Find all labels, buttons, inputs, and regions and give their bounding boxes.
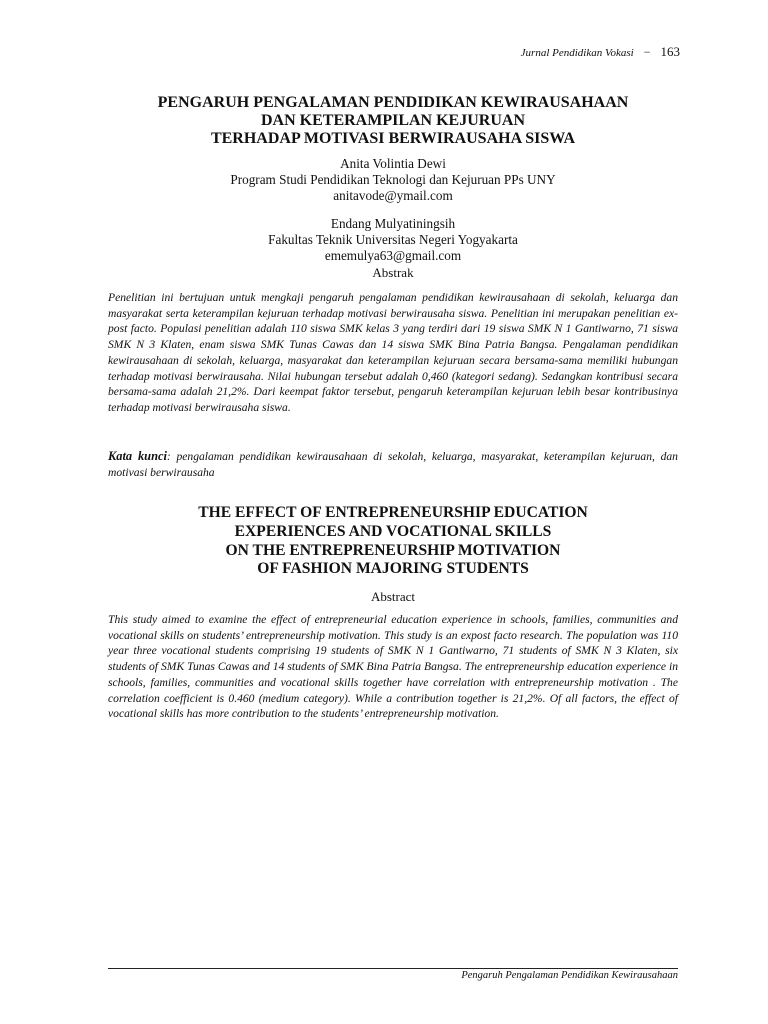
abstract-text-id: Penelitian ini bertujuan untuk mengkaji pengaruh pengalaman pendidikan kewirausahaan di sekolah, keluarga dan masyarakat serta keterampilan kejuruan terhadap motivasi berwirausaha siswa. Penelitian ini merupakan penelitian ex-post facto. Populasi penelitian adalah 110 siswa SMK kelas 3 yang terdiri dari 19 siswa SMK N 1 Gantiwarno, 71 siswa SMK N 3 Klaten, enam siswa SMK Tunas Cawas dan 14 siswa SMK Bina Patria Bangsa. Pengalaman pendidikan kewirausahaan di sekolah, keluarga, masyarakat dan keterampilan kejuruan secara bersama-sama memiliki hubungan terhadap motivasi berwirausaha. Nilai hubungan tersebut adalah 0,460 (kategori sedang). Sedangkan kontribusi secara bersama-sama adalah 21,2%. Dari keempat faktor tersebut, pengaruh keterampilan kejuruan lebih besar kontribusinya terhadap motivasi berwirausaha siswa. [108, 291, 678, 414]
title-line: THE EFFECT OF ENTREPRENEURSHIP EDUCATION [198, 504, 588, 521]
keywords-label: Kata kunci [108, 449, 167, 463]
title-line: ON THE ENTREPRENEURSHIP MOTIVATION [225, 541, 561, 559]
title-english [108, 504, 678, 579]
abstract-heading-id: Abstrak [372, 265, 414, 280]
title-line: DAN KETERAMPILAN KEJURUAN [260, 112, 525, 129]
journal-name: Jurnal Pendidikan Vokasi [520, 47, 634, 59]
author-affiliation: Fakultas Teknik Universitas Negeri Yogyakarta [268, 232, 518, 247]
author-email: ememulya63@gmail.com [324, 248, 462, 263]
author-name: Endang Mulyatiningsih [330, 216, 456, 231]
author-name: Anita Volintia Dewi [340, 156, 446, 171]
author-email: anitavode@ymail.com [333, 188, 453, 203]
abstract-text-en: This study aimed to examine the effect of entrepreneurial education experience in schools, families, communities and vocational skills on students’ entrepreneurship motivation. This study is an expost facto research. The population was 110 year three vocational students comprising 19 students of SMK N 1 Gantiwarno, 71 students of SMK N 3 Klaten, six students of SMK Tunas Cawas and 14 students of SMK Bina Patria Bangsa. The entrepreneurship education experience in schools, families, communities and vocational skills together have correlation with entrepreneurship motivation . The correlation coefficient is 0.460 (medium category). While a contribution together is 21,2%. Of all factors, the effect of vocational skills has more contribution to the students’ entrepreneurship motivation. [108, 613, 678, 721]
author-spacer [108, 204, 678, 216]
abstract-heading-en: Abstract [370, 589, 416, 604]
title-line: OF FASHION MAJORING STUDENTS [257, 560, 529, 578]
title-indonesian [108, 94, 678, 148]
author-affiliation: Program Studi Pendidikan Teknologi dan Kejuruan PPs UNY [230, 172, 556, 187]
author-block [108, 156, 678, 264]
title-line: EXPERIENCES AND VOCATIONAL SKILLS [234, 522, 552, 540]
title-line: TERHADAP MOTIVASI BERWIRAUSAHA SISWA [210, 130, 576, 147]
page-number: 163 [660, 44, 680, 59]
keywords [108, 449, 678, 480]
title-line: PENGARUH PENGALAMAN PENDIDIKAN KEWIRAUSAHAAN [157, 94, 629, 111]
keywords-text: : pengalaman pendidikan kewirausahaan di sekolah, keluarga, masyarakat, keterampilan kejuruan, dan motivasi berwirausaha [108, 450, 678, 479]
footer-running-title: Pengaruh Pengalaman Pendidikan Kewirausahaan [461, 970, 678, 981]
footer-rule [108, 968, 678, 969]
running-head [521, 44, 680, 60]
running-head-separator: − [643, 45, 651, 59]
